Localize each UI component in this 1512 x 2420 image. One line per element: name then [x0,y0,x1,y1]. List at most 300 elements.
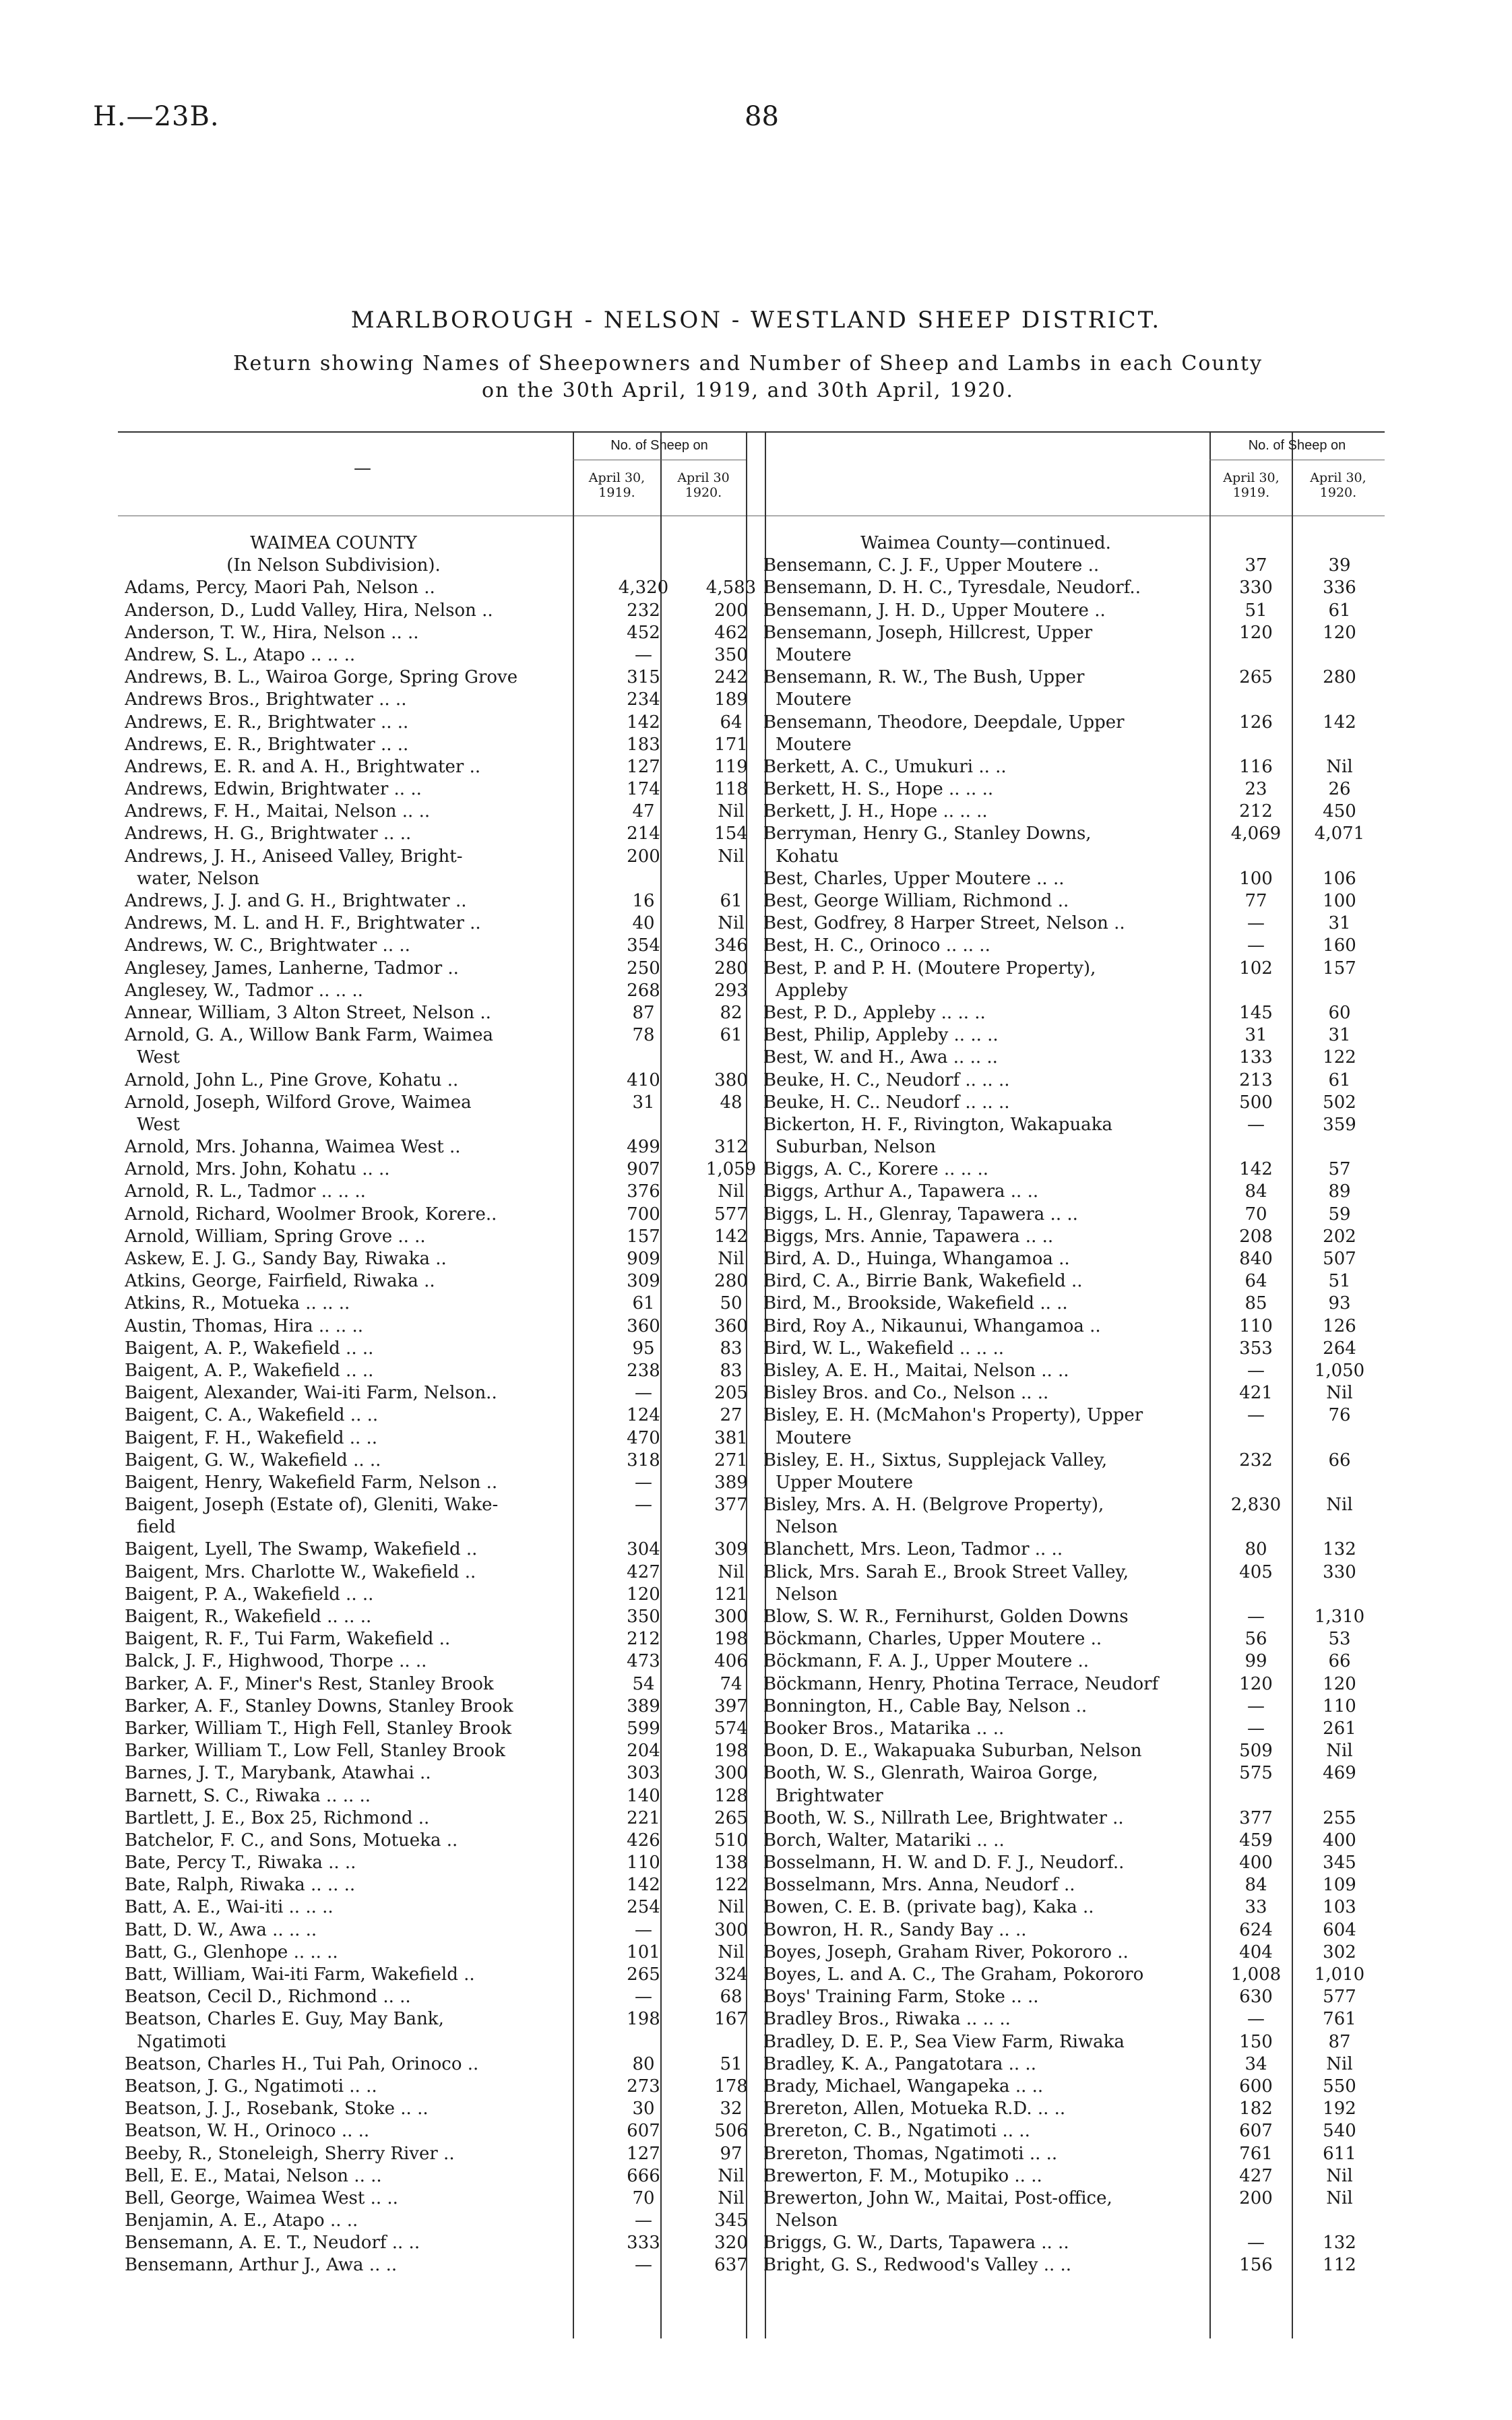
table-row [763,1047,1383,1069]
table-row [125,801,758,823]
owner-name: Böckmann, Charles, Upper Moutere .. [763,1629,1102,1650]
sheep-1919: 350 [627,1607,660,1627]
table-row [763,2076,1383,2098]
sheep-1920: 66 [1328,1651,1351,1672]
owner-name: Booth, W. S., Nillrath Lee, Brightwater .. [763,1807,1124,1828]
sheep-1920: 61 [720,891,743,911]
sheep-1920: 336 [1323,578,1356,598]
table-row [763,2120,1383,2142]
sheep-1920: 128 [714,1785,748,1806]
owner-name: Borch, Walter, Matariki .. .. [763,1830,1005,1851]
table-row [763,600,1383,622]
sheep-1919: 157 [627,1226,660,1247]
sheep-1919: 232 [1239,1450,1273,1470]
sheep-1919: 31 [632,1092,655,1113]
owner-name: Beatson, Charles E. Guy, May Bank, [125,2009,444,2030]
sheep-1920: 611 [1323,2143,1356,2164]
table-row [125,1650,758,1673]
sheep-1920: Nil [1326,2053,1353,2074]
sheep-1919: 140 [627,1785,660,1806]
sheep-1919: 80 [1245,1539,1267,1560]
sheep-1920: 198 [714,1741,748,1762]
owner-name: Beatson, Cecil D., Richmond .. .. [125,1987,411,2008]
sheep-1920: 103 [1323,1897,1356,1918]
table-row [763,1092,1383,1114]
sheep-1919: 183 [627,734,660,755]
table-row [763,1248,1383,1270]
table-row [763,1673,1383,1696]
owner-name: Barnes, J. T., Marybank, Atawhai .. [125,1763,431,1784]
owner-name: Arnold, G. A., Willow Bank Farm, Waimea [125,1025,494,1046]
table-row [763,734,1383,756]
sheep-1919: 232 [627,600,660,621]
sheep-1919: — [635,2210,652,2231]
sheep-1919: 51 [1245,600,1267,621]
table-row [763,1942,1383,1964]
owner-name: Best, P. and P. H. (Moutere Property), [763,958,1096,979]
table-row [125,1270,758,1293]
owner-name: Bensemann, R. W., The Bush, Upper [763,667,1085,688]
table-row [125,2165,758,2188]
sheep-1919: 70 [1245,1204,1267,1224]
table-row [763,1024,1383,1047]
table-row [763,1539,1383,1561]
owner-name: Atkins, George, Fairfield, Riwaka .. [125,1271,435,1292]
owner-name: Bird, Roy A., Nikaunui, Whangamoa .. [763,1315,1101,1336]
owner-name: (In Nelson Subdivision). [226,555,441,576]
sheep-1919: 607 [1239,2121,1273,2142]
owner-name: Boyes, Joseph, Graham River, Pokororo .. [763,1942,1129,1962]
sheep-1920: 74 [720,1673,743,1694]
sheep-1920: 400 [1323,1830,1356,1851]
sheep-1920: 48 [720,1092,743,1113]
sheep-1919: 330 [1239,578,1273,598]
table-row [125,1382,758,1404]
sheep-1919: 265 [1239,667,1273,688]
sheep-1920: 450 [1323,801,1356,822]
table-row [125,1696,758,1718]
table-row [763,1919,1383,1942]
owner-name: Anderson, T. W., Hira, Nelson .. .. [125,622,419,643]
table-row [125,1896,758,1919]
sheep-1919: 127 [627,756,660,777]
table-row [763,2098,1383,2120]
table-row [763,868,1383,890]
sheep-1919: 303 [627,1763,660,1784]
sheep-1919: 509 [1239,1741,1273,1762]
owner-name: Baigent, Alexander, Wai-iti Farm, Nelson.. [125,1383,497,1404]
owner-name: Brewerton, F. M., Motupiko .. .. [763,2165,1042,2186]
sheep-1919: 156 [1239,2255,1273,2276]
table-row [763,1315,1383,1338]
table-row [763,1830,1383,1852]
sheep-1919: 84 [1245,1875,1267,1896]
table-row [125,1584,758,1606]
table-row [763,712,1383,734]
sheep-1919: — [1247,1360,1265,1381]
sheep-1919: 333 [627,2233,660,2254]
table-row [125,2210,758,2232]
sheep-1920: 32 [720,2099,743,2119]
table-row [763,2188,1383,2210]
owner-name: Böckmann, F. A. J., Upper Moutere .. [763,1651,1090,1672]
table-row [125,1293,758,1315]
table-row [125,1092,758,1114]
page-subtitle [108,350,1388,404]
table-row [763,1896,1383,1919]
sheep-1920: 120 [1323,622,1356,643]
sheep-1919: 353 [1239,1338,1273,1359]
sheep-1920: 76 [1328,1405,1351,1426]
owner-name: Booth, W. S., Glenrath, Wairoa Gorge, [763,1763,1098,1784]
sheep-1919: 630 [1239,1987,1273,2008]
owner-name: Baigent, R. F., Tui Farm, Wakefield .. [125,1629,451,1650]
sheep-1920: Nil [718,2188,745,2208]
table-row [763,1404,1383,1427]
sheep-1920: 87 [1328,2031,1351,2052]
sheep-1919: 265 [627,1964,660,1985]
owner-name: Biggs, Arthur A., Tapawera .. .. [763,1181,1039,1202]
table-row [763,622,1383,644]
sheep-1920: 142 [1323,712,1356,733]
sheep-1919: 200 [627,846,660,867]
owner-name: Nelson [776,1584,838,1605]
owner-name: Bright, G. S., Redwood's Valley .. .. [763,2255,1072,2276]
sheep-1919: 575 [1239,1763,1273,1784]
owner-name: Andrews, Edwin, Brightwater .. .. [125,779,422,800]
sheep-1919: 120 [627,1584,660,1605]
sheep-1919: 198 [627,2009,660,2030]
owner-name: Baigent, P. A., Wakefield .. .. [125,1584,374,1605]
owner-name: Annear, William, 3 Alton Street, Nelson .. [125,1002,491,1023]
sheep-1920: 178 [714,2076,748,2097]
table-row [125,712,758,734]
sheep-1920: 1,050 [1314,1360,1365,1381]
sheep-1919: — [1247,1405,1265,1426]
table-row [125,1047,758,1069]
owner-name: water, Nelson [137,868,259,889]
sheep-1920: 126 [1323,1315,1356,1336]
sheep-1920: 346 [714,935,748,956]
document-reference: H.—23B. [93,101,220,132]
table-row [763,1472,1383,1494]
sheep-1920: 53 [1328,1629,1351,1650]
owner-name: Batt, A. E., Wai-iti .. .. .. [125,1897,334,1918]
owner-name: Best, Philip, Appleby .. .. .. [763,1025,999,1046]
sheep-1919: 120 [1239,1673,1273,1694]
sheep-1920: 1,310 [1314,1607,1365,1627]
sheep-1920: 300 [714,1919,748,1940]
owner-name: Bonnington, H., Cable Bay, Nelson .. [763,1696,1088,1716]
owner-name: Andrews, E. R., Brightwater .. .. [125,734,409,755]
sheep-1920: 106 [1323,868,1356,889]
owner-name: Bowron, H. R., Sandy Bay .. .. [763,1919,1027,1940]
owner-name: Andrews, W. C., Brightwater .. .. [125,935,410,956]
table-row [763,1293,1383,1315]
sheep-1920: 265 [714,1807,748,1828]
table-row [763,2031,1383,2053]
sheep-1920: 57 [1328,1159,1351,1180]
sheep-1920: 506 [714,2121,748,2142]
sheep-1920: 68 [720,1987,743,2008]
sheep-1919: 427 [627,1561,660,1582]
owner-name: Baigent, Lyell, The Swamp, Wakefield .. [125,1539,478,1560]
sheep-1920: Nil [718,1181,745,1202]
right-column-entries [763,532,1383,2277]
table-row [763,1718,1383,1740]
sheep-1920: 100 [1323,891,1356,911]
table-row [763,1561,1383,1584]
sheep-1920: 64 [720,712,743,733]
sheep-1920: 4,071 [1314,824,1365,844]
sheep-1919: 459 [1239,1830,1273,1851]
table-row [763,1852,1383,1874]
table-row [125,1315,758,1338]
owner-name: Upper Moutere [776,1472,913,1493]
owner-name: Beatson, J. G., Ngatimoti .. .. [125,2076,377,2097]
table-row [763,1650,1383,1673]
sheep-1920: 82 [720,1002,743,1023]
sheep-1919: — [1247,2009,1265,2030]
sheep-1920: 109 [1323,1875,1356,1896]
owner-name: Bensemann, C. J. F., Upper Moutere .. [763,555,1100,576]
table-row [125,1628,758,1650]
section-heading [763,532,1383,555]
sheep-1920: 118 [714,779,748,800]
sheep-1920: 157 [1323,958,1356,979]
table-row [125,1360,758,1382]
sheep-1920: Nil [718,846,745,867]
sheep-1919: 133 [1239,1047,1273,1068]
owner-name: Appleby [776,980,848,1001]
sheep-1919: 84 [1245,1181,1267,1202]
name-column-header: — [354,458,371,478]
table-row [125,2120,758,2142]
table-row [125,1919,758,1942]
owner-name: Arnold, William, Spring Grove .. .. [125,1226,426,1247]
owner-name: Batt, G., Glenhope .. .. .. [125,1942,338,1962]
owner-name: Ngatimoti [137,2031,226,2052]
sheep-1919: 607 [627,2121,660,2142]
table-row [125,868,758,890]
sheep-1920: 160 [1323,935,1356,956]
sheep-1919: 127 [627,2143,660,2164]
owner-name: Boyes, L. and A. C., The Graham, Pokororo [763,1964,1144,1985]
table-row [125,980,758,1002]
sheep-1919: 142 [1239,1159,1273,1180]
sheep-1919: 150 [1239,2031,1273,2052]
owner-name: Balck, J. F., Highwood, Thorpe .. .. [125,1651,427,1672]
table-row [125,2076,758,2098]
sheep-1919: 78 [632,1025,655,1046]
table-row [125,1606,758,1628]
sheep-1919: 16 [632,891,655,911]
sheep-1920: 550 [1323,2076,1356,2097]
table-row [125,1539,758,1561]
owner-name: Baigent, C. A., Wakefield .. .. [125,1405,379,1426]
section-heading [125,532,758,555]
sheep-1919: 499 [627,1137,660,1158]
owner-name: Best, P. D., Appleby .. .. .. [763,1002,986,1023]
left-april-1919-header: April 30, 1919. [588,470,645,500]
table-row [763,1136,1383,1158]
owner-name: Waimea County—continued. [860,533,1111,553]
owner-name: Andrews, E. R. and A. H., Brightwater .. [125,756,481,777]
table-row [763,1382,1383,1404]
sheep-1920: 507 [1323,1249,1356,1269]
sheep-1920: 112 [1323,2255,1356,2276]
owner-name: Suburban, Nelson [776,1137,936,1158]
sheep-1920: 242 [714,667,748,688]
owner-name: Brightwater [776,1785,883,1806]
sheep-1919: 909 [627,1249,660,1269]
sheep-1920: 293 [714,980,748,1001]
owner-name: Beuke, H. C., Neudorf .. .. .. [763,1069,1010,1090]
owner-name: Beatson, J. J., Rosebank, Stoke .. .. [125,2099,429,2119]
sheep-1920: Nil [1326,1383,1353,1404]
table-row [125,756,758,778]
sheep-1919: — [635,1987,652,2008]
owner-name: Moutere [776,644,852,665]
sheep-1920: 27 [720,1405,743,1426]
sheep-1920: 83 [720,1338,743,1359]
table-row [125,1158,758,1181]
owner-name: Bird, W. L., Wakefield .. .. .. [763,1338,1004,1359]
sheep-1920: 198 [714,1629,748,1650]
owner-name: Berkett, H. S., Hope .. .. .. [763,779,994,800]
table-row [763,2165,1383,2188]
table-row [125,1561,758,1584]
sheep-1920: Nil [1326,1741,1353,1762]
sheep-1919: 120 [1239,622,1273,643]
table-row [125,1002,758,1024]
left-column-entries [125,532,758,2277]
sheep-1919: — [1247,2233,1265,2254]
table-row [763,1494,1383,1516]
table-row [125,778,758,801]
sheep-1920: Nil [1326,2188,1353,2208]
table-row [125,1740,758,1762]
sheep-1919: 1,008 [1230,1964,1282,1985]
owner-name: Baigent, A. P., Wakefield .. .. [125,1338,374,1359]
sheep-1919: 761 [1239,2143,1273,2164]
left-april-1920-header: April 30 1920. [677,470,730,500]
subtitle-line-2: on the 30th April, 1919, and 30th April, 1920. [482,379,1014,402]
sheep-1919: 4,069 [1230,824,1282,844]
sheep-1920: Nil [718,801,745,822]
owner-name: Boys' Training Farm, Stoke .. .. [763,1987,1039,2008]
sheep-1920: 280 [714,958,748,979]
sheep-1919: 61 [632,1293,655,1314]
sheep-1920: 61 [1328,1069,1351,1090]
table-row [125,1338,758,1360]
sheep-1919: 273 [627,2076,660,2097]
sheep-1919: 200 [1239,2188,1273,2208]
table-row [763,1762,1383,1785]
owner-name: Anderson, D., Ludd Valley, Hira, Nelson .. [125,600,493,621]
sheep-1919: 208 [1239,1226,1273,1247]
sheep-1919: 80 [632,2053,655,2074]
sheep-1919: 410 [627,1069,660,1090]
owner-name: Bosselmann, H. W. and D. F. J., Neudorf.. [763,1853,1125,1873]
owner-name: Best, Charles, Upper Moutere .. .. [763,868,1065,889]
owner-name: Bell, E. E., Matai, Nelson .. .. [125,2165,382,2186]
table-row [763,2254,1383,2276]
sheep-1919: — [635,1495,652,1516]
owner-name: Biggs, L. H., Glenray, Tapawera .. .. [763,1204,1078,1224]
sheep-1920: 66 [1328,1450,1351,1470]
owner-name: Bensemann, Theodore, Deepdale, Upper [763,712,1125,733]
owner-name: Baigent, R., Wakefield .. .. .. [125,1607,372,1627]
table-row [125,2098,758,2120]
owner-name: Best, George William, Richmond .. [763,891,1069,911]
table-row [125,1404,758,1427]
sheep-1919: 624 [1239,1919,1273,1940]
sheep-1920: 324 [714,1964,748,1985]
sheep-1919: 77 [1245,891,1267,911]
owner-name: Böckmann, Henry, Photina Terrace, Neudorf [763,1673,1159,1694]
owner-name: Moutere [776,1427,852,1448]
sheep-1920: 261 [1323,1718,1356,1739]
owner-name: Beatson, Charles H., Tui Pah, Orinoco .. [125,2053,479,2074]
sheep-1919: 23 [1245,779,1267,800]
owner-name: Baigent, G. W., Wakefield .. .. [125,1450,381,1470]
owner-name: Austin, Thomas, Hira .. .. .. [125,1315,363,1336]
table-row [125,2008,758,2030]
sheep-1919: 421 [1239,1383,1273,1404]
table-row [763,689,1383,711]
sheep-1919: 840 [1239,1249,1273,1269]
sheep-1919: 87 [632,1002,655,1023]
owner-name: Andrews, H. G., Brightwater .. .. [125,824,412,844]
sheep-1920: Nil [718,1249,745,1269]
sheep-1920: 637 [714,2255,748,2276]
owner-name: Andrews, B. L., Wairoa Gorge, Spring Grove [125,667,518,688]
owner-name: Bird, A. D., Huinga, Whangamoa .. [763,1249,1070,1269]
sheep-1919: 599 [627,1718,660,1739]
owner-name: Baigent, F. H., Wakefield .. .. [125,1427,378,1448]
sheep-return-table [118,431,1385,2338]
owner-name: Anglesey, W., Tadmor .. .. .. [125,980,363,1001]
owner-name: Best, H. C., Orinoco .. .. .. [763,935,990,956]
owner-name: Biggs, Mrs. Annie, Tapawera .. .. [763,1226,1054,1247]
sheep-1920: 330 [1323,1561,1356,1582]
owner-name: Andrews Bros., Brightwater .. .. [125,689,407,710]
table-row [125,1427,758,1450]
sheep-1919: 427 [1239,2165,1273,2186]
table-row [763,1450,1383,1472]
table-row [125,846,758,868]
table-row [763,2143,1383,2165]
table-row [763,577,1383,599]
owner-name: Bisley, E. H. (McMahon's Property), Upper [763,1405,1143,1426]
sheep-1919: — [635,1383,652,1404]
sheep-1920: 31 [1328,913,1351,934]
subtitle-line-1: Return showing Names of Sheepowners and Number of Sheep and Lambs in each County [232,352,1263,375]
sheep-1920: 61 [1328,600,1351,621]
table-row [763,1270,1383,1293]
owner-name: Baigent, A. P., Wakefield .. .. [125,1360,374,1381]
table-row [125,622,758,644]
table-row [763,1158,1383,1181]
table-row [763,1628,1383,1650]
owner-name: Andrews, E. R., Brightwater .. .. [125,712,409,733]
owner-name: Best, Godfrey, 8 Harper Street, Nelson .. [763,913,1125,934]
sheep-1920: 309 [714,1539,748,1560]
sheep-1919: 100 [1239,868,1273,889]
owner-name: Kohatu [776,846,839,867]
sheep-1919: 452 [627,622,660,643]
